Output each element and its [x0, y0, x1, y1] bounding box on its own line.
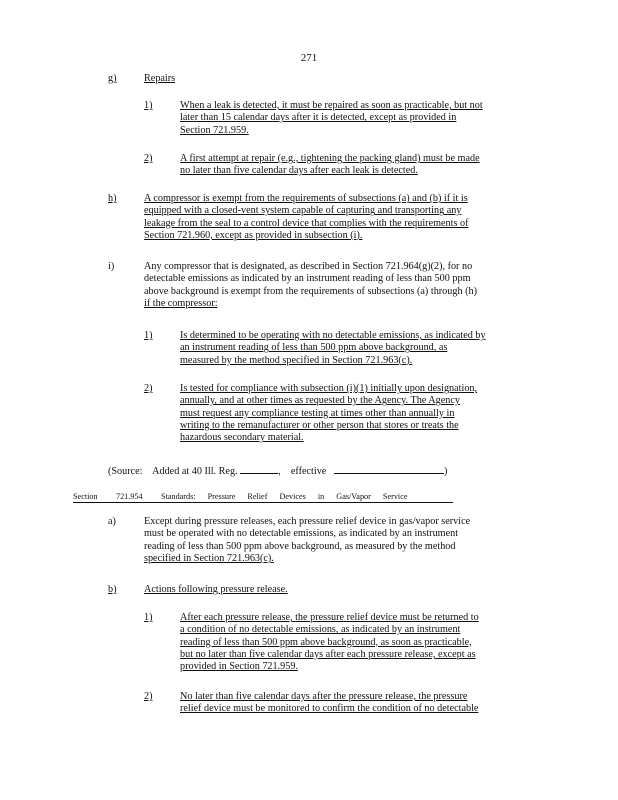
- source-note: [108, 464, 478, 476]
- text-line: a condition of no detectable emissions, as indicated by an instrument: [180, 624, 461, 636]
- subsection-b1-text: [180, 612, 535, 673]
- subsection-g-label: g): [108, 73, 117, 84]
- text-line: Is determined to be operating with no detectable emissions, as indicated by: [180, 330, 486, 341]
- text-line: relief device must be monitored to confirm the condition of no detectable: [180, 703, 479, 715]
- subsection-h-text: [144, 193, 529, 242]
- section-heading-title: Standards: Pressure Relief Devices in Gas/Vapor Service: [161, 492, 408, 501]
- text-line: Except during pressure releases, each pressure relief device in gas/vapor service: [144, 516, 471, 527]
- section-heading-number: 721.954: [115, 492, 143, 501]
- subsection-g2-label: 2): [144, 153, 153, 164]
- text-line: Section 721.960, except as provided in subsection (i).: [144, 229, 363, 241]
- text-line: detectable emissions as indicated by an instrument reading of less than 500 ppm: [144, 273, 471, 285]
- subsection-g-title: Repairs: [144, 73, 176, 84]
- page-number: 271: [300, 52, 318, 64]
- text-line: provided in Section 721.959.: [180, 661, 298, 673]
- subsection-b-title: Actions following pressure release.: [144, 584, 288, 595]
- subsection-a-label: a): [108, 516, 116, 527]
- text-line: Any compressor that is designated, as described in Section 721.964(g)(2), for no: [144, 261, 473, 272]
- text-line: No later than five calendar days after the pressure release, the pressure: [180, 691, 468, 702]
- subsection-a-text: [144, 516, 529, 565]
- text-line: if the compressor:: [144, 297, 218, 309]
- subsection-b2-label: 2): [144, 691, 153, 702]
- source-added: Added at 40 Ill. Reg.: [152, 466, 238, 477]
- subsection-i-label: i): [108, 261, 115, 272]
- subsection-b2-text: [180, 691, 525, 716]
- subsection-h-label: h): [108, 193, 117, 204]
- subsection-i2-text: [180, 383, 525, 444]
- subsection-g1-text: [180, 100, 538, 137]
- subsection-g1-label: 1): [144, 100, 153, 111]
- subsection-g2-text: [180, 153, 534, 178]
- text-line: an instrument reading of less than 500 ppm above background, as: [180, 342, 448, 354]
- source-close: ): [443, 466, 448, 477]
- text-line: must be operated with no detectable emissions, as indicated by an instrument: [144, 528, 459, 540]
- text-line: but no later than five calendar days after each pressure release, except as: [180, 648, 476, 660]
- section-heading-word: Section: [73, 492, 98, 501]
- text-line: Section 721.959.: [180, 124, 249, 136]
- subsection-i2-label: 2): [144, 383, 153, 394]
- text-line: annually, and at other times as requested by the Agency. The Agency: [180, 395, 460, 407]
- subsection-i1-label: 1): [144, 330, 153, 341]
- text-line: When a leak is detected, it must be repaired as soon as practicable, but not: [180, 100, 483, 111]
- text-line: specified in Section 721.963(c).: [144, 552, 274, 564]
- text-line: A compressor is exempt from the requirements of subsections (a) and (b) if it is: [144, 193, 468, 204]
- text-line: writing to the remanufacturer or other person that stores or treats the: [180, 419, 459, 431]
- text-line: measured by the method specified in Section 721.963(c).: [180, 354, 413, 366]
- text-line: later than 15 calendar days after it is detected, except as provided in: [180, 112, 457, 124]
- text-line: Is tested for compliance with subsection (i)(1) initially upon designation,: [180, 383, 478, 394]
- source-effective: effective: [290, 466, 327, 477]
- subsection-i-text: [144, 261, 529, 310]
- text-line: reading of less than 500 ppm above background, as measured by the method: [144, 540, 456, 552]
- text-line: After each pressure release, the pressure relief device must be returned to: [180, 612, 479, 623]
- subsection-i1-text: [180, 330, 542, 367]
- text-line: hazardous secondary material.: [180, 432, 304, 444]
- section-heading: [73, 492, 453, 503]
- text-line: leakage from the seal to a control device that complies with the requirements of: [144, 217, 469, 229]
- text-line: A first attempt at repair (e.g., tightening the packing gland) must be made: [180, 153, 480, 164]
- source-comma: ,: [278, 466, 281, 477]
- text-line: equipped with a closed-vent system capable of capturing and transporting any: [144, 205, 462, 217]
- text-line: must request any compliance testing at times other than annually in: [180, 407, 455, 419]
- text-line: above background is exempt from the requirements of subsections (a) through (h): [144, 285, 477, 297]
- effective-date-blank: [334, 464, 444, 474]
- register-number-blank: [240, 464, 278, 474]
- source-prefix: (Source:: [108, 466, 143, 477]
- text-line: no later than five calendar days after each leak is detected.: [180, 165, 418, 177]
- subsection-b-label: b): [108, 584, 117, 595]
- subsection-b1-label: 1): [144, 612, 153, 623]
- text-line: reading of less than 500 ppm above background, as soon as practicable,: [180, 636, 472, 648]
